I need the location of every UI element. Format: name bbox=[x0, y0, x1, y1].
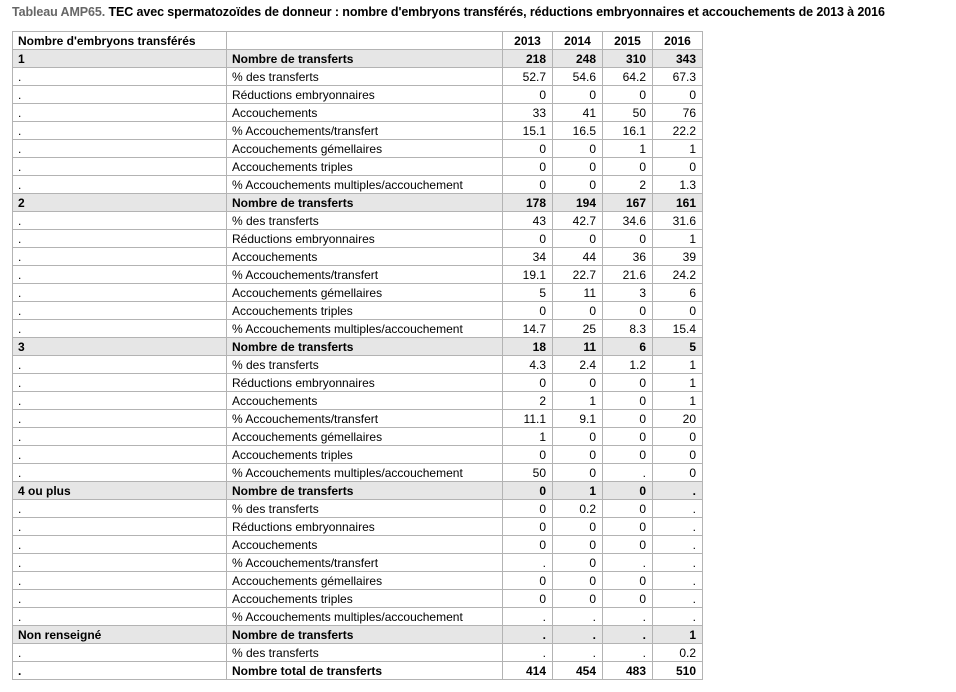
value-cell: 5 bbox=[653, 338, 703, 356]
group-cell: . bbox=[13, 410, 227, 428]
value-cell: 0 bbox=[553, 176, 603, 194]
value-cell: 310 bbox=[603, 50, 653, 68]
label-cell: Accouchements bbox=[227, 104, 503, 122]
value-cell: . bbox=[653, 518, 703, 536]
value-cell: 33 bbox=[503, 104, 553, 122]
label-cell: Nombre de transferts bbox=[227, 338, 503, 356]
label-cell: Réductions embryonnaires bbox=[227, 230, 503, 248]
value-cell: 0 bbox=[603, 302, 653, 320]
table-row bbox=[13, 284, 703, 302]
value-cell: 16.5 bbox=[553, 122, 603, 140]
value-cell: . bbox=[653, 536, 703, 554]
value-cell: 6 bbox=[653, 284, 703, 302]
group-cell: . bbox=[13, 374, 227, 392]
value-cell: 9.1 bbox=[553, 410, 603, 428]
table-header-row bbox=[13, 32, 703, 50]
table-code: Tableau AMP65. bbox=[12, 5, 106, 19]
value-cell: 0 bbox=[553, 446, 603, 464]
value-cell: 0 bbox=[503, 176, 553, 194]
value-cell: 0 bbox=[553, 428, 603, 446]
value-cell: 510 bbox=[653, 662, 703, 680]
group-cell: . bbox=[13, 302, 227, 320]
group-cell: . bbox=[13, 392, 227, 410]
label-cell: Nombre total de transferts bbox=[227, 662, 503, 680]
label-cell: Réductions embryonnaires bbox=[227, 374, 503, 392]
value-cell: 1 bbox=[603, 140, 653, 158]
label-cell: Accouchements gémellaires bbox=[227, 284, 503, 302]
value-cell: 0 bbox=[503, 140, 553, 158]
group-cell: 4 ou plus bbox=[13, 482, 227, 500]
label-cell: Nombre de transferts bbox=[227, 482, 503, 500]
table-row bbox=[13, 554, 703, 572]
value-cell: 1 bbox=[653, 626, 703, 644]
value-cell: . bbox=[503, 626, 553, 644]
value-cell: 8.3 bbox=[603, 320, 653, 338]
total-row bbox=[13, 662, 703, 680]
value-cell: 34.6 bbox=[603, 212, 653, 230]
value-cell: . bbox=[503, 554, 553, 572]
value-cell: 1 bbox=[653, 374, 703, 392]
label-cell: Accouchements gémellaires bbox=[227, 572, 503, 590]
table-row bbox=[13, 608, 703, 626]
value-cell: 0 bbox=[503, 590, 553, 608]
value-cell: 0 bbox=[603, 500, 653, 518]
table-row bbox=[13, 302, 703, 320]
value-cell: . bbox=[603, 464, 653, 482]
label-cell: Accouchements triples bbox=[227, 302, 503, 320]
label-cell: Accouchements triples bbox=[227, 158, 503, 176]
group-cell: 2 bbox=[13, 194, 227, 212]
value-cell: 39 bbox=[653, 248, 703, 266]
value-cell: 0 bbox=[603, 590, 653, 608]
value-cell: 0 bbox=[653, 428, 703, 446]
group-cell: . bbox=[13, 464, 227, 482]
label-cell: % des transferts bbox=[227, 644, 503, 662]
group-cell: . bbox=[13, 248, 227, 266]
value-cell: 2 bbox=[503, 392, 553, 410]
label-cell: Accouchements bbox=[227, 536, 503, 554]
value-cell: 1 bbox=[653, 230, 703, 248]
value-cell: 15.4 bbox=[653, 320, 703, 338]
group-cell: . bbox=[13, 86, 227, 104]
table-row bbox=[13, 122, 703, 140]
value-cell: 0 bbox=[603, 392, 653, 410]
table-row bbox=[13, 266, 703, 284]
value-cell: 0 bbox=[503, 482, 553, 500]
label-cell: % Accouchements/transfert bbox=[227, 122, 503, 140]
label-cell: Accouchements triples bbox=[227, 446, 503, 464]
value-cell: 0 bbox=[553, 536, 603, 554]
value-cell: 1 bbox=[503, 428, 553, 446]
group-row bbox=[13, 626, 703, 644]
value-cell: 15.1 bbox=[503, 122, 553, 140]
value-cell: 0 bbox=[603, 374, 653, 392]
group-cell: . bbox=[13, 104, 227, 122]
value-cell: 0 bbox=[603, 230, 653, 248]
group-cell: . bbox=[13, 212, 227, 230]
group-cell: . bbox=[13, 158, 227, 176]
value-cell: 1 bbox=[653, 356, 703, 374]
value-cell: 43 bbox=[503, 212, 553, 230]
value-cell: 0 bbox=[653, 158, 703, 176]
table-row bbox=[13, 104, 703, 122]
value-cell: 1 bbox=[653, 392, 703, 410]
value-cell: 2 bbox=[603, 176, 653, 194]
header-cell-year: 2013 bbox=[503, 32, 553, 50]
value-cell: 0 bbox=[503, 446, 553, 464]
value-cell: 0 bbox=[553, 230, 603, 248]
header-cell-year: 2015 bbox=[603, 32, 653, 50]
value-cell: 414 bbox=[503, 662, 553, 680]
value-cell: 0 bbox=[553, 374, 603, 392]
value-cell: 2.4 bbox=[553, 356, 603, 374]
table-row bbox=[13, 464, 703, 482]
group-cell: Non renseigné bbox=[13, 626, 227, 644]
value-cell: . bbox=[653, 572, 703, 590]
value-cell: 0 bbox=[603, 428, 653, 446]
table-row bbox=[13, 410, 703, 428]
value-cell: . bbox=[503, 644, 553, 662]
value-cell: 0 bbox=[603, 446, 653, 464]
value-cell: 1 bbox=[553, 482, 603, 500]
value-cell: 25 bbox=[553, 320, 603, 338]
value-cell: 52.7 bbox=[503, 68, 553, 86]
value-cell: 194 bbox=[553, 194, 603, 212]
value-cell: 0 bbox=[503, 158, 553, 176]
group-cell: . bbox=[13, 122, 227, 140]
value-cell: 0 bbox=[653, 302, 703, 320]
value-cell: . bbox=[553, 608, 603, 626]
value-cell: 44 bbox=[553, 248, 603, 266]
value-cell: . bbox=[553, 626, 603, 644]
table-row bbox=[13, 446, 703, 464]
value-cell: 0 bbox=[503, 302, 553, 320]
table-row bbox=[13, 536, 703, 554]
value-cell: 42.7 bbox=[553, 212, 603, 230]
value-cell: 1.2 bbox=[603, 356, 653, 374]
group-cell: 3 bbox=[13, 338, 227, 356]
table-row bbox=[13, 68, 703, 86]
table-title bbox=[12, 5, 885, 19]
value-cell: . bbox=[503, 608, 553, 626]
value-cell: 36 bbox=[603, 248, 653, 266]
value-cell: . bbox=[553, 644, 603, 662]
label-cell: Réductions embryonnaires bbox=[227, 518, 503, 536]
header-cell-year: 2016 bbox=[653, 32, 703, 50]
table-row bbox=[13, 320, 703, 338]
group-cell: . bbox=[13, 554, 227, 572]
table-row bbox=[13, 158, 703, 176]
group-cell: . bbox=[13, 590, 227, 608]
value-cell: 18 bbox=[503, 338, 553, 356]
label-cell: Accouchements gémellaires bbox=[227, 428, 503, 446]
value-cell: 161 bbox=[653, 194, 703, 212]
label-cell: Accouchements bbox=[227, 392, 503, 410]
value-cell: . bbox=[653, 608, 703, 626]
group-row bbox=[13, 50, 703, 68]
value-cell: 0 bbox=[553, 302, 603, 320]
table-row bbox=[13, 590, 703, 608]
value-cell: 178 bbox=[503, 194, 553, 212]
value-cell: 3 bbox=[603, 284, 653, 302]
label-cell: Nombre de transferts bbox=[227, 626, 503, 644]
value-cell: 248 bbox=[553, 50, 603, 68]
value-cell: 0 bbox=[553, 140, 603, 158]
label-cell: Réductions embryonnaires bbox=[227, 86, 503, 104]
value-cell: 0 bbox=[603, 482, 653, 500]
value-cell: 11.1 bbox=[503, 410, 553, 428]
group-row bbox=[13, 194, 703, 212]
value-cell: 0 bbox=[653, 464, 703, 482]
value-cell: 0.2 bbox=[553, 500, 603, 518]
value-cell: 0 bbox=[553, 554, 603, 572]
value-cell: 20 bbox=[653, 410, 703, 428]
header-cell-year: 2014 bbox=[553, 32, 603, 50]
label-cell: % Accouchements multiples/accouchement bbox=[227, 176, 503, 194]
value-cell: 5 bbox=[503, 284, 553, 302]
table-row bbox=[13, 374, 703, 392]
value-cell: 0 bbox=[603, 410, 653, 428]
value-cell: 0 bbox=[553, 572, 603, 590]
label-cell: Accouchements gémellaires bbox=[227, 140, 503, 158]
table-row bbox=[13, 230, 703, 248]
table-row bbox=[13, 644, 703, 662]
group-cell: . bbox=[13, 140, 227, 158]
value-cell: 54.6 bbox=[553, 68, 603, 86]
table-row bbox=[13, 356, 703, 374]
value-cell: 483 bbox=[603, 662, 653, 680]
group-cell: . bbox=[13, 176, 227, 194]
value-cell: . bbox=[653, 500, 703, 518]
value-cell: . bbox=[653, 482, 703, 500]
value-cell: 343 bbox=[653, 50, 703, 68]
value-cell: 31.6 bbox=[653, 212, 703, 230]
value-cell: 0 bbox=[503, 86, 553, 104]
value-cell: 0 bbox=[503, 536, 553, 554]
group-cell: 1 bbox=[13, 50, 227, 68]
value-cell: 0 bbox=[603, 518, 653, 536]
value-cell: . bbox=[603, 626, 653, 644]
value-cell: 1 bbox=[653, 140, 703, 158]
value-cell: 4.3 bbox=[503, 356, 553, 374]
value-cell: 0 bbox=[603, 536, 653, 554]
value-cell: 22.2 bbox=[653, 122, 703, 140]
value-cell: 19.1 bbox=[503, 266, 553, 284]
value-cell: 50 bbox=[503, 464, 553, 482]
table-row bbox=[13, 176, 703, 194]
value-cell: 0 bbox=[553, 158, 603, 176]
value-cell: . bbox=[603, 644, 653, 662]
value-cell: . bbox=[653, 554, 703, 572]
value-cell: 0 bbox=[603, 158, 653, 176]
label-cell: Nombre de transferts bbox=[227, 194, 503, 212]
group-cell: . bbox=[13, 230, 227, 248]
value-cell: 1 bbox=[553, 392, 603, 410]
value-cell: 0 bbox=[553, 86, 603, 104]
header-cell-group: Nombre d'embryons transférés bbox=[13, 32, 227, 50]
value-cell: 64.2 bbox=[603, 68, 653, 86]
label-cell: % Accouchements/transfert bbox=[227, 410, 503, 428]
group-cell: . bbox=[13, 518, 227, 536]
header-cell-label bbox=[227, 32, 503, 50]
value-cell: 0 bbox=[503, 230, 553, 248]
group-cell: . bbox=[13, 608, 227, 626]
table-row bbox=[13, 248, 703, 266]
label-cell: % des transferts bbox=[227, 356, 503, 374]
data-table bbox=[12, 31, 703, 680]
value-cell: 0.2 bbox=[653, 644, 703, 662]
label-cell: Nombre de transferts bbox=[227, 50, 503, 68]
label-cell: Accouchements bbox=[227, 248, 503, 266]
value-cell: 41 bbox=[553, 104, 603, 122]
group-cell: . bbox=[13, 500, 227, 518]
value-cell: 0 bbox=[653, 86, 703, 104]
value-cell: . bbox=[603, 554, 653, 572]
value-cell: 22.7 bbox=[553, 266, 603, 284]
value-cell: 0 bbox=[503, 374, 553, 392]
value-cell: . bbox=[603, 608, 653, 626]
value-cell: 50 bbox=[603, 104, 653, 122]
table-row bbox=[13, 392, 703, 410]
value-cell: 0 bbox=[553, 590, 603, 608]
table-title-text: TEC avec spermatozoïdes de donneur : nombre d'embryons transférés, réductions embryonnaires et accouchements de 2013 à 2016 bbox=[105, 5, 885, 19]
value-cell: 167 bbox=[603, 194, 653, 212]
value-cell: 76 bbox=[653, 104, 703, 122]
table-row bbox=[13, 86, 703, 104]
value-cell: 34 bbox=[503, 248, 553, 266]
group-cell: . bbox=[13, 662, 227, 680]
group-cell: . bbox=[13, 68, 227, 86]
group-cell: . bbox=[13, 446, 227, 464]
value-cell: 0 bbox=[603, 572, 653, 590]
group-cell: . bbox=[13, 284, 227, 302]
group-cell: . bbox=[13, 428, 227, 446]
table-row bbox=[13, 572, 703, 590]
value-cell: 0 bbox=[503, 500, 553, 518]
label-cell: % Accouchements multiples/accouchement bbox=[227, 320, 503, 338]
group-row bbox=[13, 338, 703, 356]
value-cell: 21.6 bbox=[603, 266, 653, 284]
label-cell: % des transferts bbox=[227, 500, 503, 518]
label-cell: % Accouchements/transfert bbox=[227, 554, 503, 572]
label-cell: % Accouchements/transfert bbox=[227, 266, 503, 284]
value-cell: 0 bbox=[503, 518, 553, 536]
value-cell: 67.3 bbox=[653, 68, 703, 86]
table-row bbox=[13, 500, 703, 518]
value-cell: 1.3 bbox=[653, 176, 703, 194]
value-cell: 11 bbox=[553, 284, 603, 302]
group-row bbox=[13, 482, 703, 500]
value-cell: 14.7 bbox=[503, 320, 553, 338]
value-cell: 0 bbox=[603, 86, 653, 104]
label-cell: % Accouchements multiples/accouchement bbox=[227, 464, 503, 482]
value-cell: 0 bbox=[503, 572, 553, 590]
group-cell: . bbox=[13, 536, 227, 554]
table-row bbox=[13, 212, 703, 230]
value-cell: 11 bbox=[553, 338, 603, 356]
value-cell: 24.2 bbox=[653, 266, 703, 284]
label-cell: % des transferts bbox=[227, 212, 503, 230]
value-cell: 0 bbox=[553, 518, 603, 536]
table-body bbox=[13, 32, 703, 680]
table-row bbox=[13, 518, 703, 536]
table-row bbox=[13, 428, 703, 446]
value-cell: 454 bbox=[553, 662, 603, 680]
label-cell: % des transferts bbox=[227, 68, 503, 86]
group-cell: . bbox=[13, 644, 227, 662]
label-cell: % Accouchements multiples/accouchement bbox=[227, 608, 503, 626]
value-cell: 16.1 bbox=[603, 122, 653, 140]
group-cell: . bbox=[13, 356, 227, 374]
group-cell: . bbox=[13, 572, 227, 590]
label-cell: Accouchements triples bbox=[227, 590, 503, 608]
group-cell: . bbox=[13, 320, 227, 338]
value-cell: 218 bbox=[503, 50, 553, 68]
table-row bbox=[13, 140, 703, 158]
value-cell: 0 bbox=[553, 464, 603, 482]
group-cell: . bbox=[13, 266, 227, 284]
value-cell: 0 bbox=[653, 446, 703, 464]
value-cell: . bbox=[653, 590, 703, 608]
value-cell: 6 bbox=[603, 338, 653, 356]
